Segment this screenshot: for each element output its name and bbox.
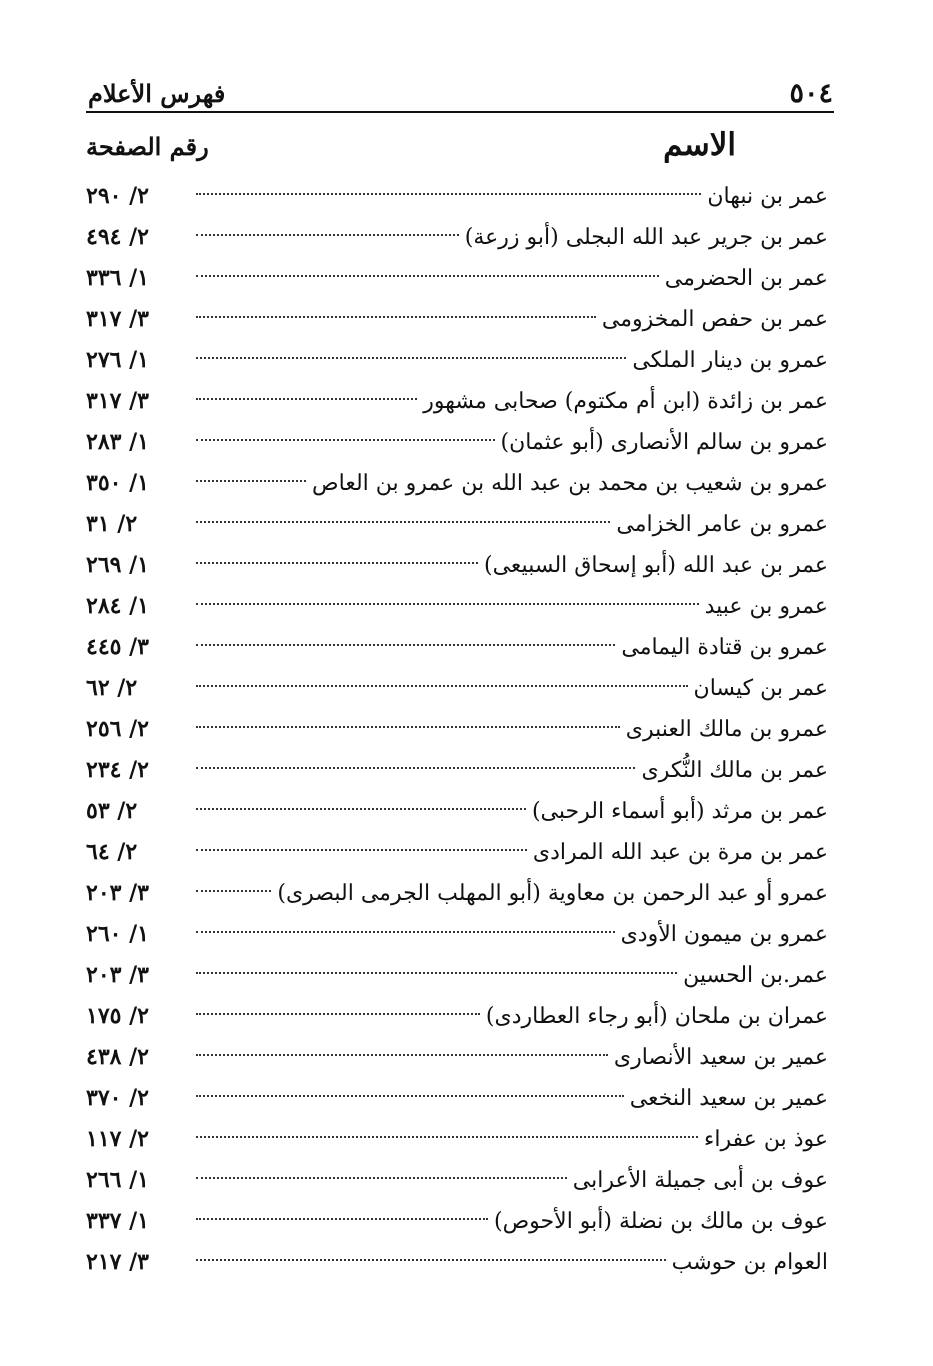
page-column-header: رقم الصفحة <box>86 132 209 161</box>
dot-leader <box>196 1136 698 1138</box>
entry-name: عوذ بن عفراء <box>704 1127 828 1152</box>
entry-name: عمر.بن الحسين <box>683 963 828 988</box>
entry-page-ref: ٢/ ٣٧٠ <box>86 1085 149 1111</box>
index-entry <box>86 545 828 586</box>
index-entry <box>86 217 828 258</box>
dot-leader <box>196 931 615 933</box>
column-headers <box>86 124 834 168</box>
dot-leader <box>196 439 495 441</box>
entry-page-ref: ١/ ٢٦٠ <box>86 921 149 947</box>
entry-name: عمر بن مالك النُّكرى <box>641 758 828 783</box>
index-entry <box>86 1201 828 1242</box>
entry-name: عمرو بن قتادة اليمامى <box>621 635 828 660</box>
entry-name: عمر بن جرير عبد الله البجلى (أبو زرعة) <box>464 225 828 250</box>
dot-leader <box>196 193 701 195</box>
index-entry <box>86 176 828 217</box>
page-number: ٥٠٤ <box>789 78 833 109</box>
entry-name: عمرو بن دينار الملكى <box>632 348 828 373</box>
dot-leader <box>196 685 688 687</box>
entry-page-ref: ٢/ ٤٩٤ <box>86 224 149 250</box>
dot-leader <box>196 726 620 728</box>
index-entry <box>86 750 828 791</box>
dot-leader <box>196 1054 608 1056</box>
entry-name: عمرو بن سالم الأنصارى (أبو عثمان) <box>500 430 828 455</box>
dot-leader <box>196 1218 488 1220</box>
entry-page-ref: ٣/ ٤٤٥ <box>86 634 149 660</box>
entry-page-ref: ٣/ ٢٠٣ <box>86 962 149 988</box>
entry-name: عمرو بن مالك العنبرى <box>625 717 828 742</box>
entry-page-ref: ٢/ ٥٣ <box>86 798 138 824</box>
header-rule <box>86 111 834 113</box>
dot-leader <box>196 562 478 564</box>
index-entry <box>86 1242 828 1283</box>
entry-name: عوف بن أبى جميلة الأعرابى <box>572 1168 828 1193</box>
dot-leader <box>196 767 635 769</box>
index-entry <box>86 504 828 545</box>
entry-page-ref: ٢/ ٣١ <box>86 511 138 537</box>
entry-name: عمرو بن شعيب بن محمد بن عبد الله بن عمرو بن العاص <box>312 471 828 496</box>
dot-leader <box>196 890 271 892</box>
index-entry <box>86 709 828 750</box>
index-entry <box>86 668 828 709</box>
entry-page-ref: ٢/ ٤٣٨ <box>86 1044 149 1070</box>
entry-name: عمر بن مرثد (أبو أسماء الرحبى) <box>531 799 828 824</box>
index-entry <box>86 422 828 463</box>
index-entry <box>86 791 828 832</box>
dot-leader <box>196 398 417 400</box>
entry-page-ref: ١/ ٣٣٧ <box>86 1208 149 1234</box>
index-entry <box>86 586 828 627</box>
dot-leader <box>196 1013 480 1015</box>
section-title: فهرس الأعلام <box>88 79 226 108</box>
index-entry <box>86 381 828 422</box>
dot-leader <box>196 644 615 646</box>
index-entry <box>86 299 828 340</box>
dot-leader <box>196 972 677 974</box>
entry-page-ref: ٢/ ١١٧ <box>86 1126 149 1152</box>
index-entry <box>86 914 828 955</box>
entry-name: عمر بن كيسان <box>693 676 828 701</box>
entry-name: عمر بن نبهان <box>707 184 828 209</box>
entry-page-ref: ٢/ ٦٢ <box>86 675 138 701</box>
index-entry <box>86 258 828 299</box>
entry-name: عمرو أو عبد الرحمن بن معاوية (أبو المهلب الجرمى البصرى) <box>277 881 828 906</box>
entry-page-ref: ١/ ٣٣٦ <box>86 265 149 291</box>
dot-leader <box>196 1259 666 1261</box>
entry-name: عمر بن حفص المخزومى <box>601 307 828 332</box>
entry-page-ref: ٢/ ٢٩٠ <box>86 183 149 209</box>
entry-name: عمر بن عبد الله (أبو إسحاق السبيعى) <box>484 553 828 578</box>
dot-leader <box>196 480 306 482</box>
entry-name: عمير بن سعيد النخعى <box>629 1086 828 1111</box>
dot-leader <box>196 275 659 277</box>
entry-name: عمر بن الحضرمى <box>664 266 828 291</box>
dot-leader <box>196 316 596 318</box>
dot-leader <box>196 521 610 523</box>
entry-name: عمير بن سعيد الأنصارى <box>613 1045 828 1070</box>
dot-leader <box>196 603 699 605</box>
entry-page-ref: ٣/ ٣١٧ <box>86 306 149 332</box>
running-head <box>88 78 833 112</box>
index-entry <box>86 1078 828 1119</box>
entry-page-ref: ٣/ ٢٠٣ <box>86 880 149 906</box>
entry-name: عوف بن مالك بن نضلة (أبو الأحوص) <box>494 1209 828 1234</box>
index-entry <box>86 955 828 996</box>
index-entry <box>86 340 828 381</box>
entry-name: عمر بن مرة بن عبد الله المرادى <box>532 840 828 865</box>
index-entry <box>86 873 828 914</box>
entry-page-ref: ١/ ٢٨٤ <box>86 593 149 619</box>
dot-leader <box>196 808 526 810</box>
entry-page-ref: ١/ ٢٦٩ <box>86 552 149 578</box>
index-entry <box>86 1119 828 1160</box>
index-entry <box>86 1160 828 1201</box>
entry-name: عمرو بن عامر الخزامى <box>616 512 828 537</box>
entry-page-ref: ٢/ ٢٣٤ <box>86 757 149 783</box>
index-entries <box>86 176 828 1283</box>
entry-name: عمرو بن عبيد <box>704 594 828 619</box>
entry-name: عمرو بن ميمون الأودى <box>620 922 828 947</box>
index-entry <box>86 1037 828 1078</box>
dot-leader <box>196 1095 624 1097</box>
dot-leader <box>196 234 459 236</box>
entry-page-ref: ٢/ ١٧٥ <box>86 1003 149 1029</box>
entry-page-ref: ٣/ ٢١٧ <box>86 1249 149 1275</box>
entry-page-ref: ١/ ٣٥٠ <box>86 470 149 496</box>
entry-page-ref: ١/ ٢٦٦ <box>86 1167 149 1193</box>
entry-page-ref: ٣/ ٣١٧ <box>86 388 149 414</box>
index-entry <box>86 463 828 504</box>
entry-name: العوام بن حوشب <box>671 1250 828 1275</box>
entry-page-ref: ١/ ٢٧٦ <box>86 347 149 373</box>
dot-leader <box>196 849 527 851</box>
index-entry <box>86 627 828 668</box>
dot-leader <box>196 357 626 359</box>
entry-page-ref: ٢/ ٢٥٦ <box>86 716 149 742</box>
dot-leader <box>196 1177 567 1179</box>
entry-page-ref: ١/ ٢٨٣ <box>86 429 149 455</box>
entry-page-ref: ٢/ ٦٤ <box>86 839 138 865</box>
name-column-header: الاسم <box>663 127 736 163</box>
index-entry <box>86 832 828 873</box>
entry-name: عمران بن ملحان (أبو رجاء العطاردى) <box>485 1004 828 1029</box>
index-entry <box>86 996 828 1037</box>
entry-name: عمر بن زائدة (ابن أم مكتوم) صحابى مشهور <box>423 389 828 414</box>
